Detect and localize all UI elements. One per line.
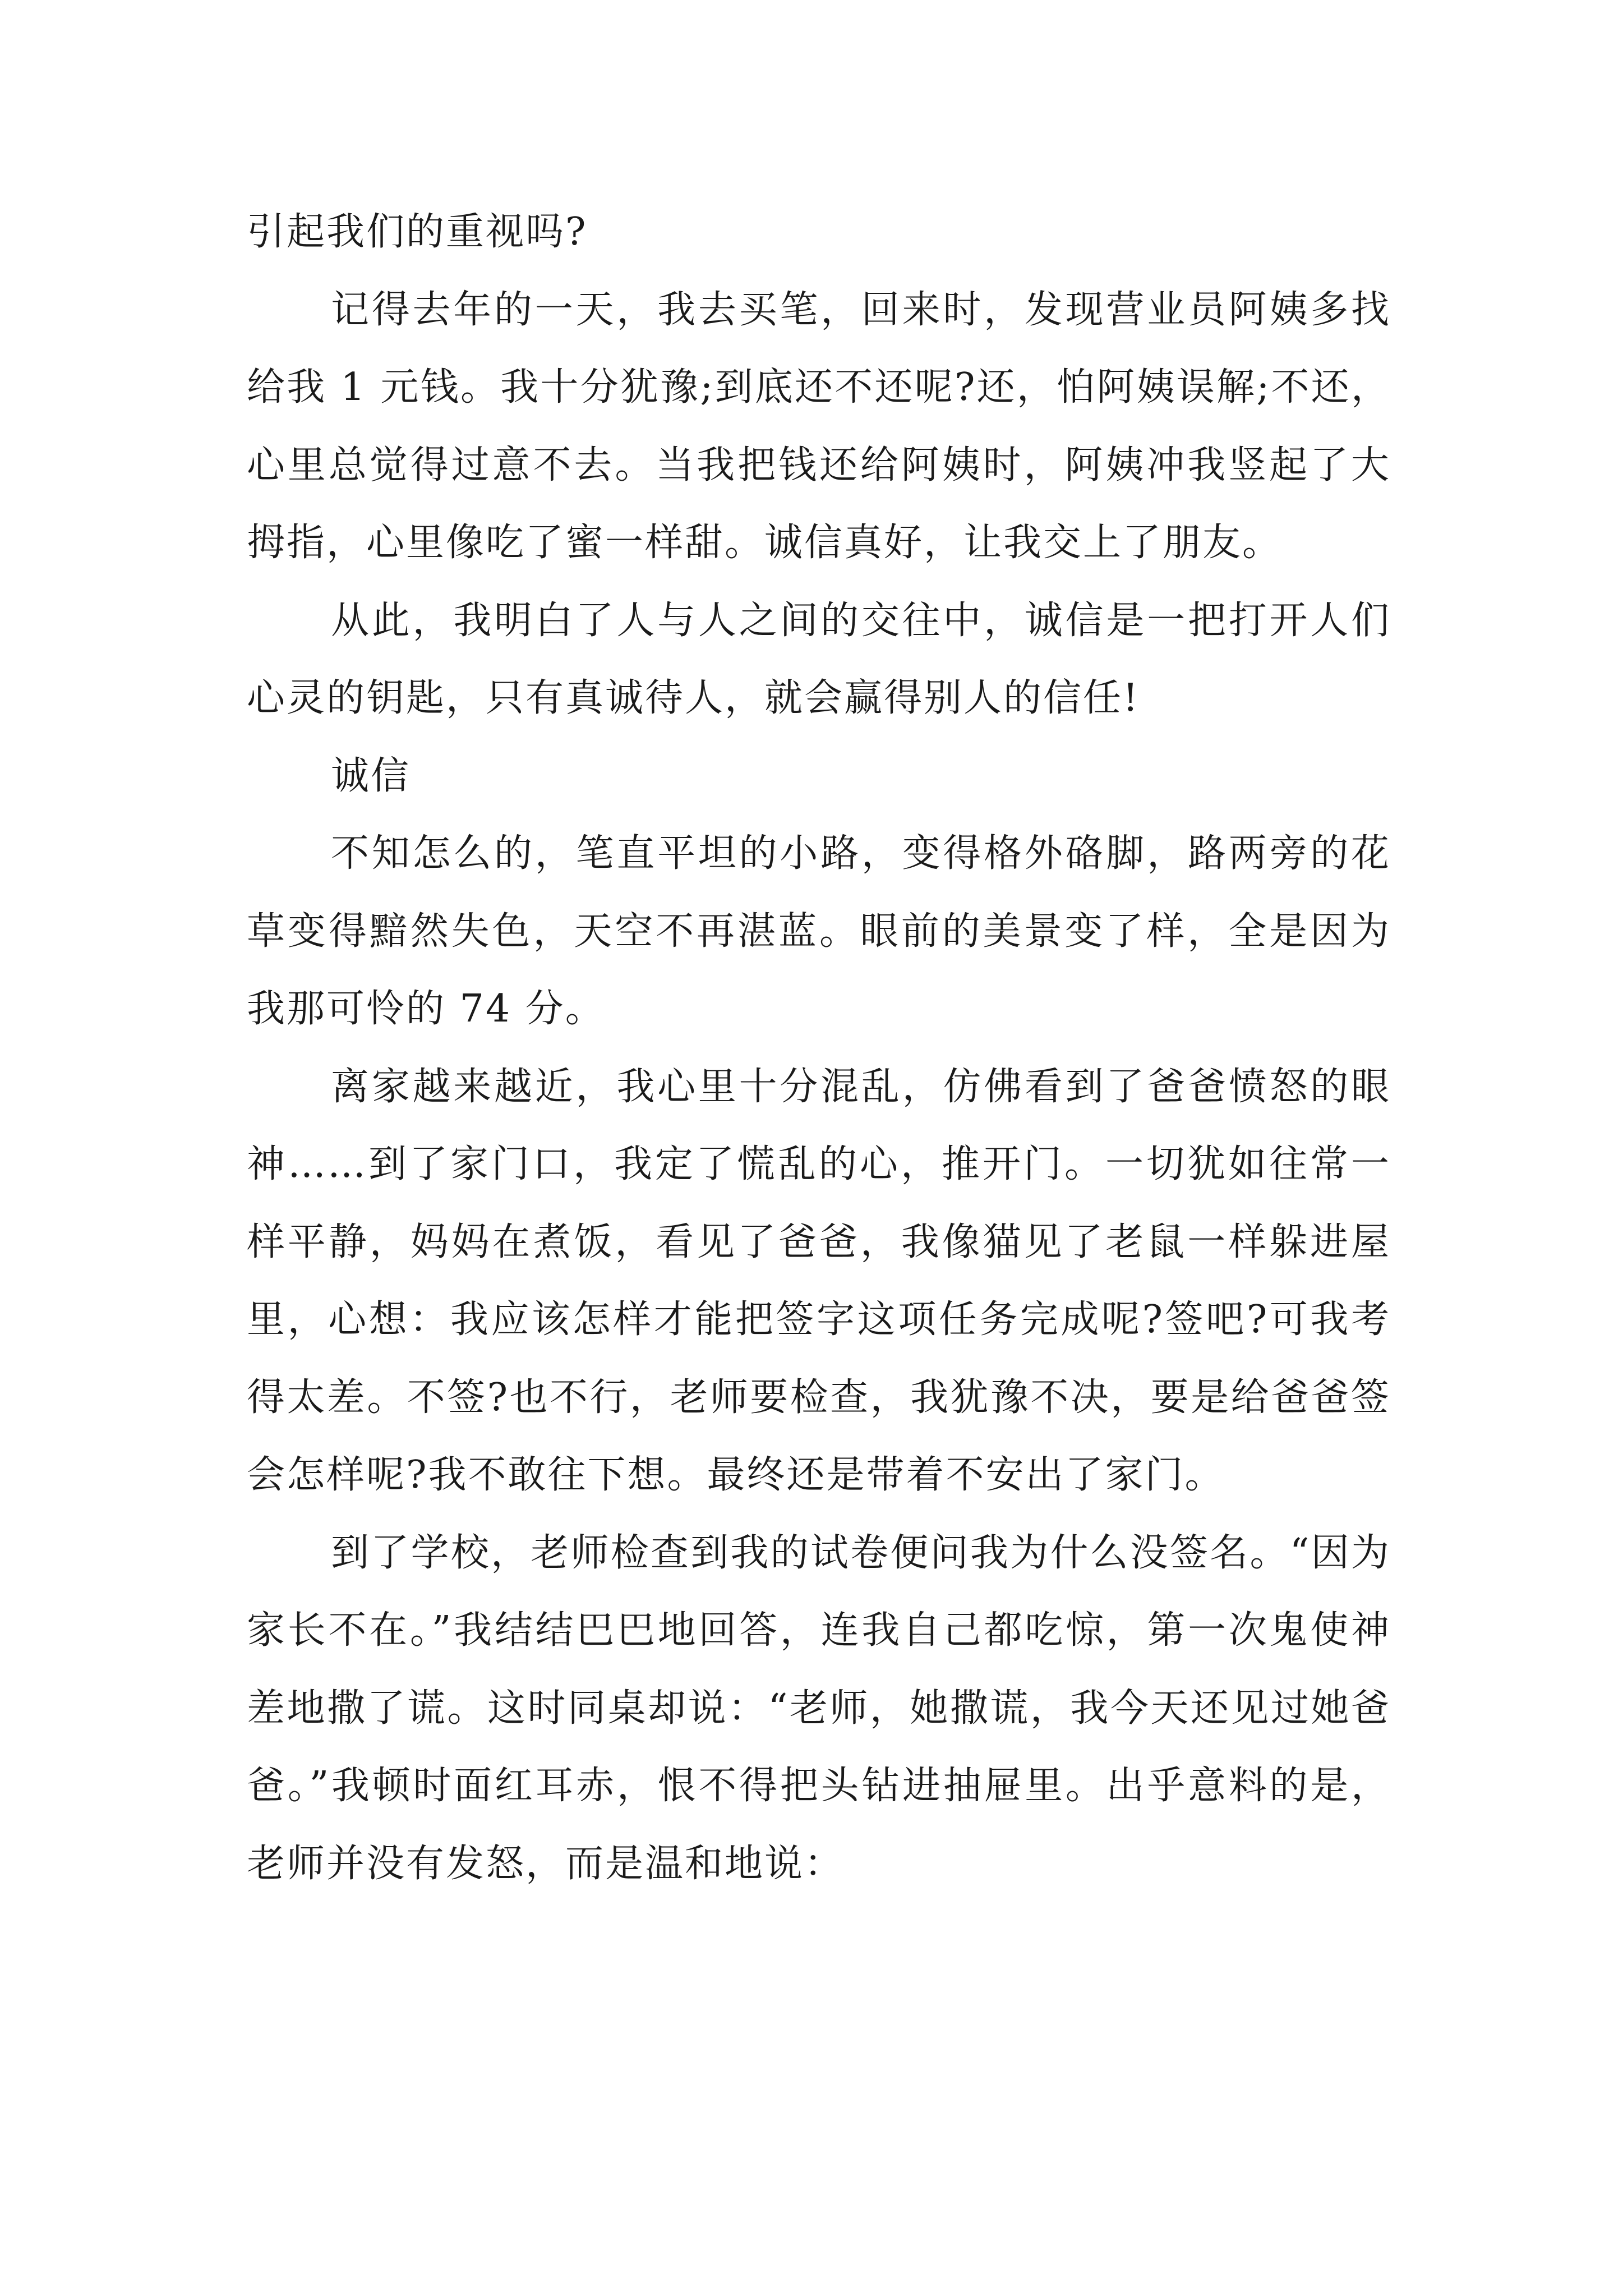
paragraph: 从此，我明白了人与人之间的交往中，诚信是一把打开人们心灵的钥匙，只有真诚待人，就会赢得别人的信任! bbox=[247, 598, 1391, 720]
paragraph: 记得去年的一天，我去买笔，回来时，发现营业员阿姨多找给我 1 元钱。我十分犹豫;到底还不还呢?还，怕阿姨误解;不还，心里总觉得过意不去。当我把钱还给阿姨时，阿姨冲我竖起了大拇指，心里像吃了蜜一样甜。诚信真好，让我交上了朋友。 bbox=[247, 287, 1391, 565]
paragraph: 不知怎么的，笔直平坦的小路，变得格外硌脚，路两旁的花草变得黯然失色，天空不再湛蓝。眼前的美景变了样，全是因为我那可怜的 74 分。 bbox=[247, 831, 1391, 1031]
paragraph: 离家越来越近，我心里十分混乱，仿佛看到了爸爸愤怒的眼神……到了家门口，我定了慌乱的心，推开门。一切犹如往常一样平静，妈妈在煮饭，看见了爸爸，我像猫见了老鼠一样躲进屋里，心想：我应该怎样才能把签字这项任务完成呢?签吧?可我考得太差。不签?也不行，老师要检查，我犹豫不决，要是给爸爸签会怎样呢?我不敢往下想。最终还是带着不安出了家门。 bbox=[247, 1064, 1391, 1497]
document-body bbox=[247, 194, 1391, 1903]
section-heading: 诚信 bbox=[331, 753, 411, 798]
paragraph: 到了学校，老师检查到我的试卷便问我为什么没签名。“因为家长不在。”我结结巴巴地回答，连我自己都吃惊，第一次鬼使神差地撒了谎。这时同桌却说：“老师，她撒谎，我今天还见过她爸爸。”我顿时面红耳赤，恨不得把头钻进抽屉里。出乎意料的是，老师并没有发怒，而是温和地说： bbox=[247, 1530, 1391, 1886]
paragraph: 引起我们的重视吗? bbox=[247, 210, 588, 254]
